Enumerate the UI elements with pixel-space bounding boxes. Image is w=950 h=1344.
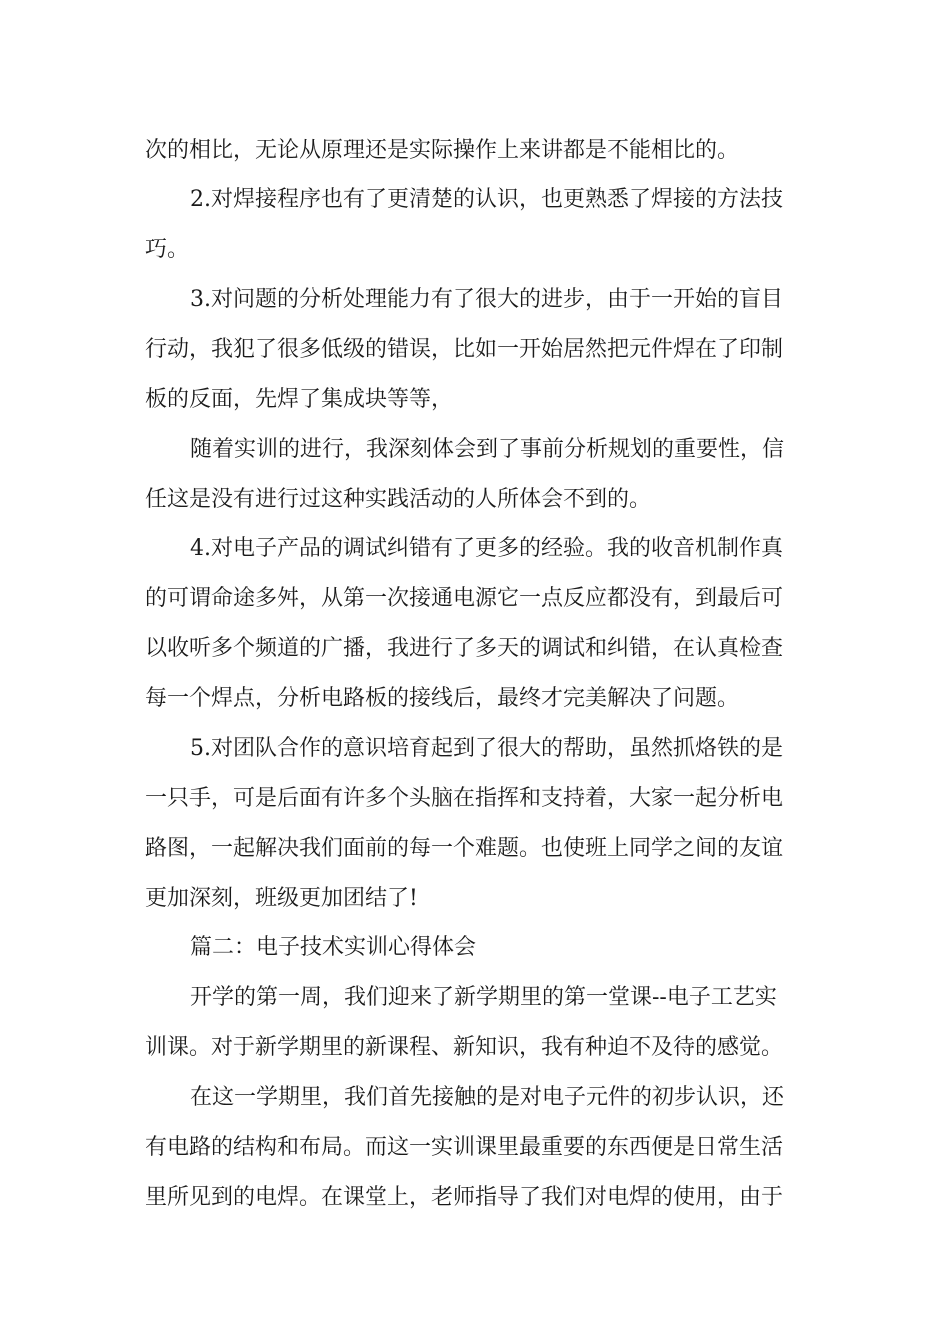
text-line: 更加深刻，班级更加团结了! — [145, 886, 418, 911]
text-line: 每一个焊点，分析电路板的接线后，最终才完美解决了问题。 — [145, 686, 740, 711]
text-line: 任这是没有进行过这种实践活动的人所体会不到的。 — [145, 487, 652, 512]
text-line: 里所见到的电焊。在课堂上，老师指导了我们对电焊的使用，由于 — [145, 1185, 784, 1210]
text-line: 在这一学期里，我们首先接触的是对电子元件的初步认识，还 — [190, 1085, 785, 1110]
section-heading: 篇二：电子技术实训心得体会 — [190, 935, 477, 960]
text-line: 的可谓命途多舛，从第一次接通电源它一点反应都没有，到最后可 — [145, 586, 784, 611]
text-line: 2.对焊接程序也有了更清楚的认识，也更熟悉了焊接的方法技 — [190, 187, 783, 212]
text-line: 以收听多个频道的广播，我进行了多天的调试和纠错，在认真检查 — [145, 636, 784, 661]
text-line: 次的相比，无论从原理还是实际操作上来讲都是不能相比的。 — [145, 138, 740, 163]
text-line: 训课。对于新学期里的新课程、新知识，我有种迫不及待的感觉。 — [145, 1035, 784, 1060]
text-line: 5.对团队合作的意识培育起到了很大的帮助，虽然抓烙铁的是 — [190, 736, 783, 761]
text-line: 一只手，可是后面有许多个头脑在指挥和支持着，大家一起分析电 — [145, 786, 784, 811]
text-line: 巧。 — [145, 237, 190, 262]
text-line: 有电路的结构和布局。而这一实训课里最重要的东西便是日常生活 — [145, 1135, 784, 1160]
text-line: 板的反面，先焊了集成块等等， — [145, 387, 454, 412]
text-line: 开学的第一周，我们迎来了新学期里的第一堂课--电子工艺实 — [190, 985, 777, 1010]
text-line: 路图，一起解决我们面前的每一个难题。也使班上同学之间的友谊 — [145, 836, 784, 861]
text-line: 4.对电子产品的调试纠错有了更多的经验。我的收音机制作真 — [190, 536, 783, 561]
text-line: 3.对问题的分析处理能力有了很大的进步，由于一开始的盲目 — [190, 287, 783, 312]
text-line: 行动，我犯了很多低级的错误，比如一开始居然把元件焊在了印制 — [145, 337, 784, 362]
text-line: 随着实训的进行，我深刻体会到了事前分析规划的重要性，信 — [190, 437, 785, 462]
